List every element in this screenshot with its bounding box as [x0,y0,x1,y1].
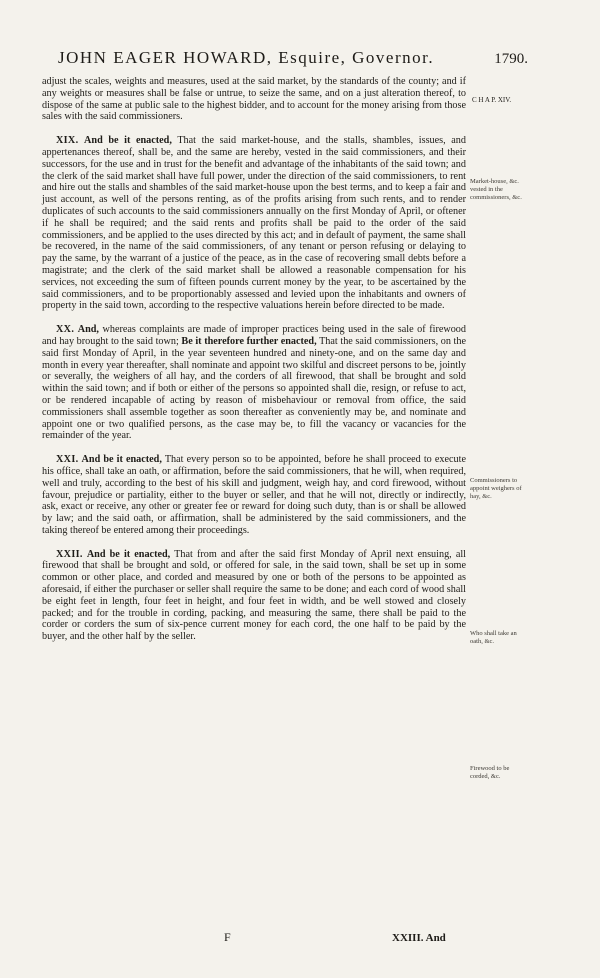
margin-note-market-house: Market-house, &c. vested in the commissioners, &c. [470,178,522,201]
blackletter-lead-2: Be it therefore further enacted, [181,335,317,347]
blackletter-lead: And be it enacted, [84,135,172,147]
paragraph-text: That every person so to be appointed, before he shall proceed to execute his office, shall take an oath, or affirmation, before the said commissioners, that he will, when required, well and truly, according to the best of his skill and judgment, weigh hay, and cord firewood, without favour, prejudice or partiality, either to the buyer or seller, and that he will not, directly or indirectly, ask, exact or receive, any other or greater fee or reward for doing such duty, than is or shall be allowed by law; and the said oath, or affirmation, shall be administered by the said commissioners, and the taking thereof be entered among their proceedings. [42,454,466,536]
section-number: XXI. [56,454,79,466]
paragraph-text: adjust the scales, weights and measures, used at the said market, by the standards of the county; and if any weights or measures shall be false or untrue, to seize the same, and on a just alteration thereof, to dispose of the same at public sale to the highest bidder, and to account for the money arising from those sales with the said commissioners. [42,76,466,123]
paragraph-text: whereas complaints are made of improper practices being used in the sale of firewood and hay brought to the said town; [42,324,466,347]
section-xx [42,324,466,442]
running-header [58,48,528,68]
section-number: XXII. [56,548,83,560]
section-xix [42,135,466,312]
section-xxii [42,549,466,643]
header-title: JOHN EAGER HOWARD, Esquire, Governor. [58,48,435,67]
paragraph-continued [42,76,466,123]
header-year: 1790. [494,51,528,67]
blackletter-lead: And, [77,324,99,336]
blackletter-lead: And be it enacted, [86,548,171,560]
margin-note-firewood: Firewood to be corded, &c. [470,765,510,780]
signature-mark: F [224,930,231,944]
paragraph-text: That from and after the said first Monday of April next ensuing, all firewood that shall be brought and sold, or offered for sale, in the said town, shall be set up in some common or other place, and corded and measured by one or both of the persons to be appointed as aforesaid, if either the purchaser or seller shall require the same to be done; and each cord of wood shall be eight feet in length, four feet in height, and four feet in width, and be well stowed and closely packed; and for the trouble in cording, packing, and measuring the same, there shall be paid to the corder or corders the sum of six-pence current money for each cord, the one half to be paid by the buyer, and the other half by the seller. [42,548,467,643]
margin-note-weighers: Commissioners to appoint weighers of hay, &c. [470,477,522,500]
catchword: XXIII. And [392,932,446,944]
paragraph-text: That the said market-house, and the stalls, shambles, issues, and appertenances thereof, shall be, and the same are hereby, vested in the said commissioners, and their successors, for the use and in trust for the benefit and advantage of the inhabitants of the said town; and the clerk of the said market shall have full power, under the direction of the said commissioners, to rent and hire out the stalls and shambles of the said market-house upon the best terms, and to keep a fair and just account, as well of the persons renting, as of the profits arising from such rents, and to render duplicates of such accounts to the said commissioners annually on the first Monday of April, or oftener if he shall be required; and the said rents and profits shall be paid to the order of the said commissioners, and be applied to the uses directed by this act; and in default of payment, the same shall be recovered, in the name of the said commissioners, of any tenant or person refusing or delaying to pay the same, by the warrant of a justice of the peace, as in the case of recovering small debts before a magistrate; and the clerk of the said market shall be allowed a reasonable compensation for his services, not exceeding the sum of fifteen pounds current money by the year, to be ascertained by the said commissioners, and to be proportionably assessed and levied upon the inhabitants and owners of property in the said town, according to the respective valuations herein before directed to be made. [42,135,466,312]
paragraph-text-2: That the said commissioners, on the said first Monday of April, in the year seventeen hundred and ninety-one, and on the same day and month in every year thereafter, shall nominate and appoint two skilful and discreet persons to be, jointly or severally, the weighers of all hay, and the corders of all firewood, that shall be brought and sold within the said town; and if both or either of the persons so appointed shall die, resign, or refuse to act, or be rendered incapable of acting by reason of misbehaviour or removal from office, the said commissioners shall assemble together as soon thereafter as conveniently may be, and nominate and appoint one or two qualified persons, as the case may be, to fill the vacancy or vacancies for the remainder of the year. [42,335,466,442]
chapter-marker: C H A P. XIV. [472,96,512,104]
body-text [42,76,466,643]
section-number: XX. [56,324,75,336]
blackletter-lead: And be it enacted, [81,454,162,466]
section-number: XIX. [56,135,79,147]
margin-note-oath: Who shall take an oath, &c. [470,630,517,645]
section-xxi [42,454,466,537]
